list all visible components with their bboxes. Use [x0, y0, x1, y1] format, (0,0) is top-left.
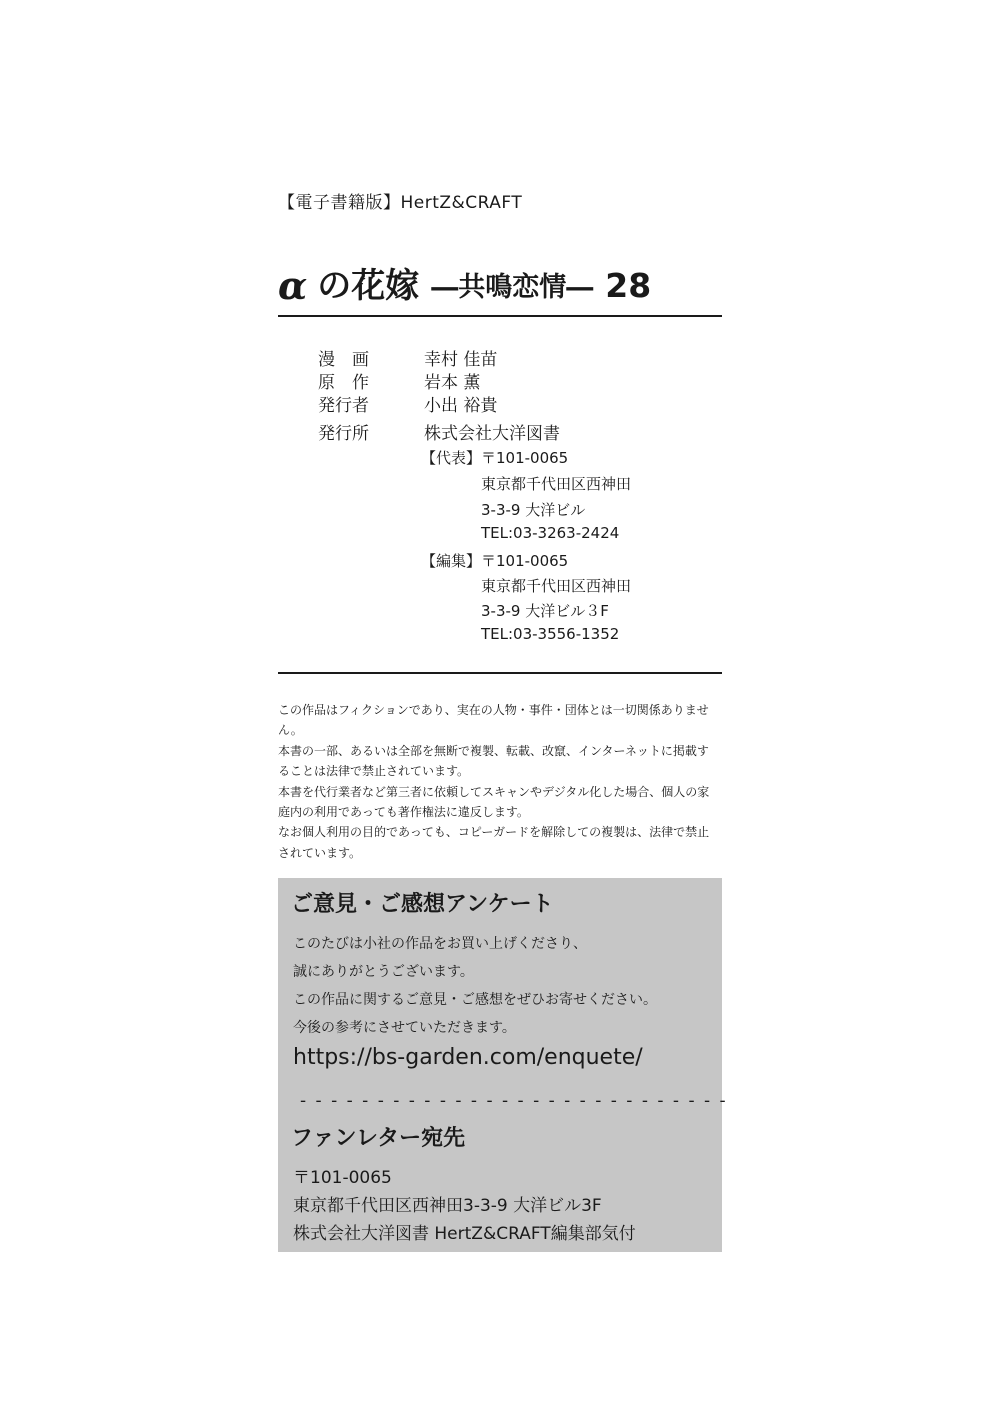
address-line: 〒101-0065	[481, 449, 569, 467]
fan-letter-line: 東京都千代田区西神田3-3-9 大洋ビル3F	[293, 1196, 602, 1216]
fan-letter-line: 〒101-0065	[293, 1168, 392, 1188]
credit-label-manga: 漫 画	[318, 350, 369, 370]
notice-line: この作品はフィクションであり、実在の人物・事件・団体とは一切関係ありません。	[278, 703, 709, 738]
survey-url: https://bs-garden.com/enquete/	[293, 1045, 643, 1070]
title-subtitle: ―共鳴恋情―	[431, 272, 594, 303]
survey-line: この作品に関するご意見・ご感想をぜひお寄せください。	[293, 992, 657, 1008]
section-divider	[278, 672, 722, 674]
notice-line: 本書を代行業者など第三者に依頼してスキャンやデジタル化した場合、個人の家	[278, 784, 710, 799]
credit-value-publisher-person: 小出 裕貴	[424, 396, 498, 416]
address-line: 3-3-9 大洋ビル	[481, 501, 586, 519]
credit-value-manga: 幸村 佳苗	[424, 350, 498, 370]
credit-value-publisher: 株式会社大洋図書	[424, 424, 560, 444]
credit-label-publisher-person: 発行者	[318, 396, 369, 416]
address-line: TEL:03-3556-1352	[481, 625, 620, 643]
address-line: 東京都千代田区西神田	[481, 577, 632, 595]
notice-line: ることは法律で禁止されています。	[278, 764, 470, 779]
address-tag: 【編集】	[421, 552, 482, 570]
survey-line: 誠にありがとうございます。	[293, 964, 474, 980]
edition-label: 【電子書籍版】HertZ&CRAFT	[278, 193, 523, 213]
notice-line: されています。	[278, 845, 362, 860]
legal-notice	[278, 700, 728, 863]
title-alpha: α	[278, 263, 308, 308]
address-tag: 【代表】	[421, 449, 482, 467]
credit-value-original: 岩本 薫	[424, 373, 481, 393]
notice-line: 本書の一部、あるいは全部を無断で複製、転載、改竄、インターネットに掲載す	[278, 743, 709, 758]
survey-line: 今後の参考にさせていただきます。	[293, 1020, 516, 1036]
notice-line: なお個人利用の目的であっても、コピーガードを解除しての複製は、法律で禁止	[278, 825, 710, 840]
book-title	[278, 262, 722, 308]
fan-letter-heading: ファンレター宛先	[291, 1126, 466, 1151]
address-line: 3-3-9 大洋ビル３F	[481, 602, 609, 620]
dashed-divider: - - - - - - - - - - - - - - - - - - - - - - - - - - - -	[300, 1091, 728, 1111]
title-main: の花嫁	[317, 266, 420, 306]
survey-line: このたびは小社の作品をお買い上げくださり、	[293, 936, 587, 952]
address-line: 東京都千代田区西神田	[481, 475, 632, 493]
credit-label-publisher: 発行所	[318, 424, 369, 444]
title-divider	[278, 315, 722, 317]
notice-line: 庭内の利用であっても著作権法に違反します。	[278, 805, 529, 820]
address-line: 〒101-0065	[481, 552, 569, 570]
address-line: TEL:03-3263-2424	[481, 524, 620, 542]
title-volume: 28	[605, 266, 652, 305]
survey-box	[278, 878, 728, 1252]
credit-label-original: 原 作	[318, 373, 369, 393]
fan-letter-line: 株式会社大洋図書 HertZ&CRAFT編集部気付	[293, 1224, 636, 1244]
survey-heading: ご意見・ご感想アンケート	[291, 892, 554, 917]
